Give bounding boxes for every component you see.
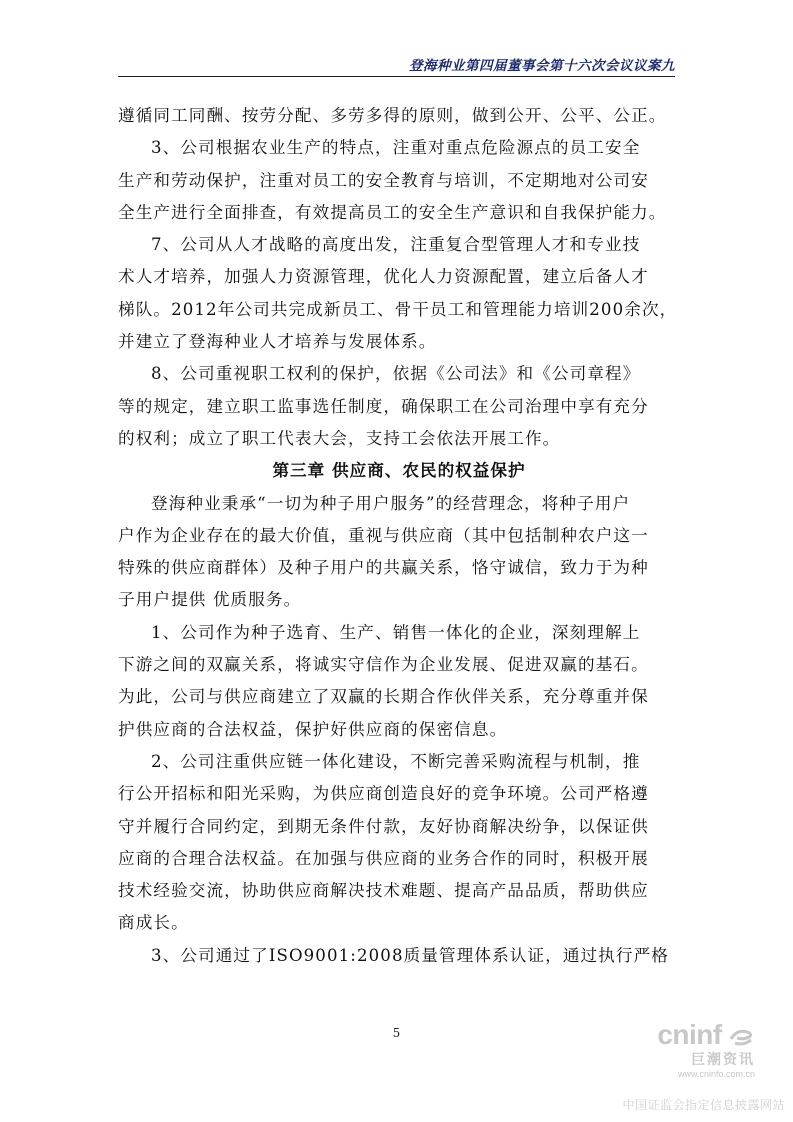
paragraph-line: 子用户提供 优质服务。 (118, 590, 302, 610)
paragraph-line: 商成长。 (118, 913, 189, 933)
paragraph-line: 生产和劳动保护，注重对员工的安全教育与培训，不定期地对公司安 (118, 170, 649, 190)
paragraph-line: 行公开招标和阳光采购，为供应商创造良好的竞争环境。公司严格遵 (118, 784, 649, 804)
paragraph-line: 遵循同工同酬、按劳分配、多劳多得的原则，做到公开、公平、公正。 (118, 106, 667, 125)
paragraph-line: 2、公司注重供应链一体化建设，不断完善采购流程与机制，推 (151, 751, 641, 771)
paragraph-line: 术人才培养，加强人力资源管理，优化人力资源配置，建立后备人才 (118, 267, 649, 287)
header-title: 登海种业第四届董事会第十六次会议议案九 (409, 58, 675, 74)
paragraph-line: 并建立了登海种业人才培养与发展体系。 (118, 332, 437, 352)
cninfo-watermark (615, 1020, 755, 1082)
paragraph-line: 3、公司根据农业生产的特点，注重对重点危险源点的员工安全 (151, 138, 641, 158)
paragraph-line: 登海种业秉承“一切为种子用户服务”的经营理念，将种子用户 (151, 493, 631, 513)
paragraph-line: 等的规定，建立职工监事选任制度，确保职工在公司治理中享有充分 (118, 396, 649, 416)
paragraph-line: 7、公司从人才战略的高度出发，注重复合型管理人才和专业技 (151, 235, 641, 255)
header-rule (118, 76, 675, 77)
chapter-title: 第三章 供应商、农民的权益保护 (272, 461, 526, 481)
paragraph-line: 特殊的供应商群体）及种子用户的共赢关系，恪守诚信，致力于为种 (118, 558, 649, 578)
paragraph-line: 守并履行合同约定，到期无条件付款，友好协商解决纷争，以保证供 (118, 816, 649, 836)
paragraph-line: 梯队。2012年公司共完成新员工、骨干员工和管理能力培训200余次， (118, 299, 678, 319)
paragraph-line: 技术经验交流，协助供应商解决技术难题、提高产品品质，帮助供应 (118, 881, 649, 901)
paragraph-line: 1、公司作为种子选育、生产、销售一体化的企业，深刻理解上 (151, 622, 641, 642)
page-number: 5 (392, 1026, 401, 1040)
cninfo-cn-name: 巨潮资讯 (691, 1051, 755, 1067)
cninfo-url: www.cninfo.com.cn (677, 1069, 755, 1079)
paragraph-line: 的权利；成立了职工代表大会，支持工会依法开展工作。 (118, 428, 561, 448)
paragraph-line: 为此，公司与供应商建立了双赢的长期合作伙伴关系，充分尊重并保 (118, 687, 649, 707)
cninfo-logo (615, 1020, 755, 1050)
cninfo-swirl-icon (729, 1027, 755, 1047)
paragraph-line: 全生产进行全面排查，有效提高员工的安全生产意识和自我保护能力。 (118, 202, 667, 222)
watermark-slogan: 中国证监会指定信息披露网站 (622, 1098, 785, 1112)
paragraph-line: 应商的合理合法权益。在加强与供应商的业务合作的同时，积极开展 (118, 848, 649, 868)
cninfo-logo-text: cninf (657, 1019, 722, 1050)
section-employee-rights (118, 100, 680, 455)
paragraph-line: 8、公司重视职工权利的保护，依据《公司法》和《公司章程》 (151, 364, 641, 384)
paragraph-line: 护供应商的合法权益，保护好供应商的保密信息。 (118, 719, 508, 739)
document-body (118, 100, 680, 972)
paragraph-line: 户作为企业存在的最大价值，重视与供应商（其中包括制种农户这一 (118, 525, 649, 545)
section-supplier-rights (118, 488, 680, 972)
paragraph-line: 下游之间的双赢关系，将诚实守信作为企业发展、促进双赢的基石。 (118, 655, 649, 675)
paragraph-line: 3、公司通过了ISO9001:2008质量管理体系认证，通过执行严格 (151, 945, 670, 965)
